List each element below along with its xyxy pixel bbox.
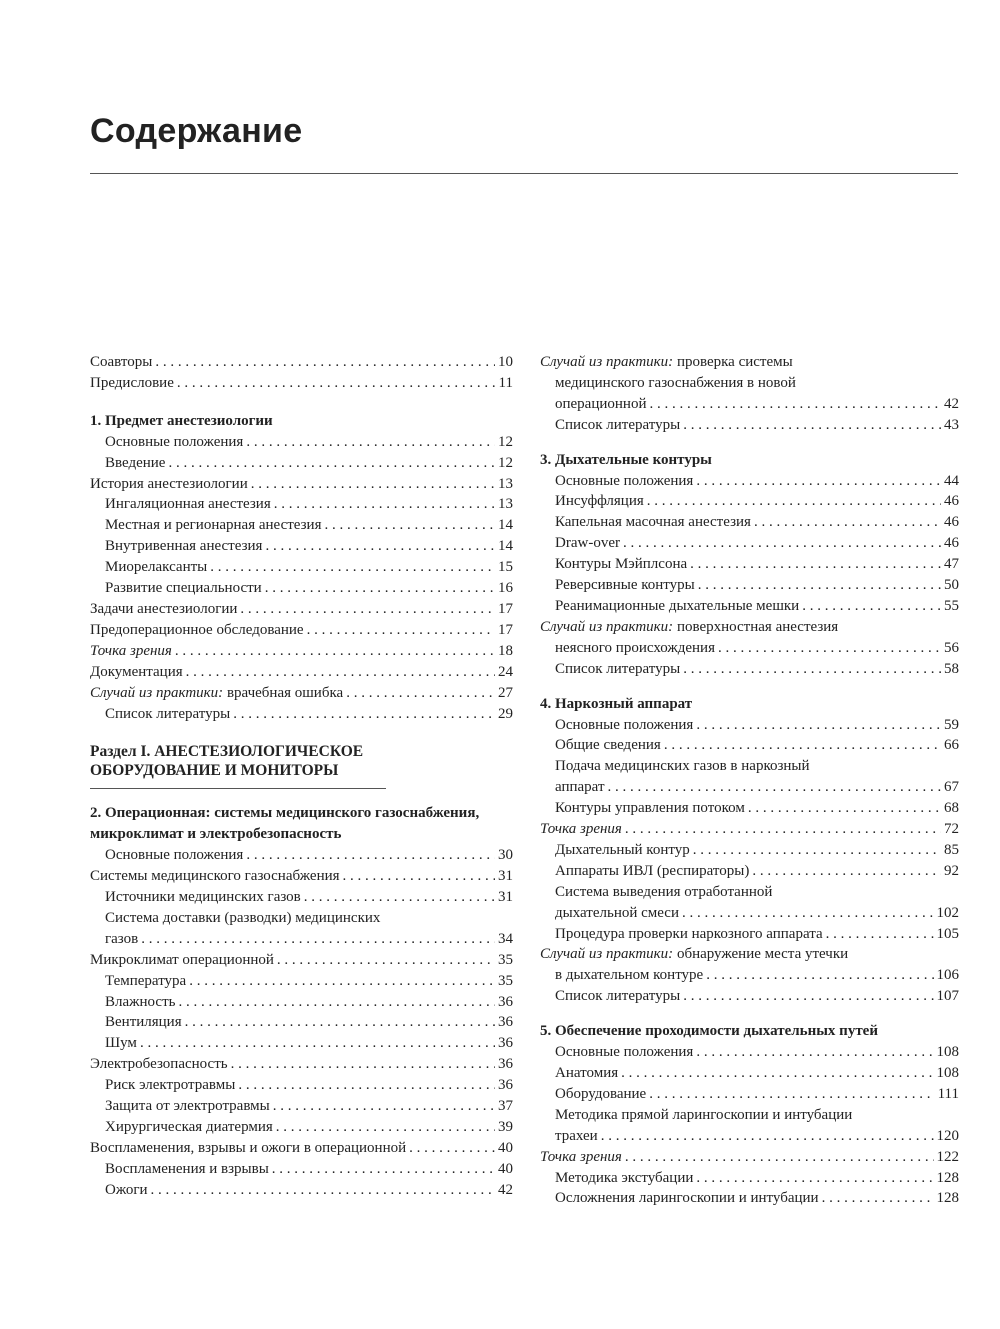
page-number: 55 xyxy=(944,597,959,614)
toc-entry-title: Основные положения xyxy=(555,716,694,733)
dot-leader xyxy=(233,704,495,725)
toc-entry-italic: Точка зрения xyxy=(540,821,622,838)
chapter-heading[interactable]: 4. Наркозный аппарат xyxy=(540,695,693,712)
toc-entry[interactable] xyxy=(540,798,959,819)
toc-entry[interactable] xyxy=(540,533,959,554)
toc-entry-title: трахеи xyxy=(555,1127,598,1144)
page-number: 108 xyxy=(936,1065,959,1081)
page-number: 72 xyxy=(944,821,959,838)
dot-leader xyxy=(231,1054,495,1075)
page-number: 35 xyxy=(498,972,513,989)
toc-entry-title: Система выведения отработанной xyxy=(555,883,773,900)
page-number: 67 xyxy=(944,779,959,796)
toc-entry-title: Ингаляционная анестезия xyxy=(105,496,271,513)
toc-entry[interactable] xyxy=(90,1117,513,1138)
dot-leader xyxy=(210,557,495,578)
dot-leader xyxy=(682,903,934,924)
dot-leader xyxy=(664,735,941,756)
toc-entry[interactable] xyxy=(540,882,959,924)
page-number: 40 xyxy=(498,1160,513,1177)
toc-entry-title: Внутривенная анестезия xyxy=(105,538,263,555)
page-number: 42 xyxy=(944,395,959,412)
toc-entry[interactable] xyxy=(90,494,513,515)
toc-entry[interactable] xyxy=(540,512,959,533)
page-number: 39 xyxy=(498,1119,513,1135)
page-number: 85 xyxy=(944,841,959,858)
toc-entry-title: Риск электротравмы xyxy=(105,1077,236,1094)
toc-entry[interactable] xyxy=(90,704,513,725)
dot-leader xyxy=(273,1096,495,1117)
toc-entry-title: Реанимационные дыхательные мешки xyxy=(555,597,800,614)
toc-entry[interactable] xyxy=(540,596,959,617)
dot-leader xyxy=(186,662,495,683)
toc-entry-title: Случай из практики: обнаружение места утечки xyxy=(540,946,849,963)
toc-entry-title xyxy=(540,819,622,840)
toc-entry-title: Контуры управления потоком xyxy=(555,800,745,817)
dot-leader xyxy=(168,453,495,474)
toc-entry[interactable] xyxy=(90,620,513,641)
page-number: 30 xyxy=(498,847,513,864)
page-number: 36 xyxy=(498,1077,513,1094)
page-number: 102 xyxy=(936,904,959,921)
page-number: 106 xyxy=(936,967,959,984)
toc-entry-title: Вентиляция xyxy=(105,1014,182,1031)
dot-leader xyxy=(696,1168,933,1189)
toc-entry-line xyxy=(540,617,959,638)
toc-entry-italic: Точка зрения xyxy=(90,642,172,659)
toc-entry-title: Документация xyxy=(90,663,183,680)
toc-entry[interactable] xyxy=(90,908,513,950)
page-number: 36 xyxy=(498,1014,513,1031)
page-number: 31 xyxy=(498,868,513,885)
toc-entry[interactable] xyxy=(90,1138,513,1159)
toc-entry-title: Список литературы xyxy=(555,660,681,677)
toc-entry-italic: Случай из практики: xyxy=(540,354,674,370)
dot-leader xyxy=(304,887,495,908)
toc-entry[interactable] xyxy=(540,735,959,756)
page-number: 122 xyxy=(936,1148,959,1165)
dot-leader xyxy=(246,845,495,866)
toc-entry-line xyxy=(540,638,959,659)
toc-entry[interactable] xyxy=(540,575,959,596)
dot-leader xyxy=(151,1180,495,1201)
toc-entry-title: Задачи анестезиологии xyxy=(90,600,238,617)
toc-entry[interactable] xyxy=(90,1033,513,1054)
toc-entry[interactable] xyxy=(90,352,513,373)
dot-leader xyxy=(346,683,495,704)
page-number: 11 xyxy=(498,374,513,391)
dot-leader xyxy=(277,950,495,971)
toc-entry-title: Список литературы xyxy=(105,705,231,722)
toc-entry[interactable] xyxy=(540,1084,959,1105)
dot-leader xyxy=(649,1084,934,1105)
toc-entry[interactable] xyxy=(540,1188,959,1209)
dot-leader xyxy=(189,971,495,992)
dot-leader xyxy=(647,491,941,512)
toc-entry[interactable] xyxy=(90,1054,513,1075)
toc-entry-title: Ожоги xyxy=(105,1181,148,1198)
toc-entry[interactable] xyxy=(540,924,959,945)
page-title: Содержание xyxy=(90,112,303,150)
toc-entry-title: Методика прямой ларингоскопии и интубации xyxy=(555,1106,853,1123)
toc-entry[interactable] xyxy=(540,415,959,436)
toc-entry[interactable] xyxy=(540,756,959,798)
toc-entry-title: Основные положения xyxy=(105,433,244,450)
toc-entry[interactable] xyxy=(540,1042,959,1063)
toc-entry[interactable] xyxy=(540,1147,959,1168)
page-number: 29 xyxy=(498,705,513,722)
page-number: 16 xyxy=(498,580,513,597)
toc-entry[interactable] xyxy=(90,432,513,453)
dot-leader xyxy=(718,638,941,659)
toc-entry-line xyxy=(105,929,513,950)
page-number: 24 xyxy=(498,663,513,680)
dot-leader xyxy=(649,394,941,415)
toc-entry[interactable] xyxy=(90,887,513,908)
dot-leader xyxy=(265,578,495,599)
toc-entry-line xyxy=(555,903,959,924)
toc-entry-title: Шум xyxy=(105,1035,137,1052)
toc-entry-line xyxy=(555,756,959,777)
page-number: 58 xyxy=(944,660,959,677)
toc-entry[interactable] xyxy=(90,1096,513,1117)
page-number: 128 xyxy=(936,1169,959,1186)
toc-left-column xyxy=(90,352,513,1201)
chapter-heading[interactable]: 5. Обеспечение проходимости дыхательных путей xyxy=(540,1023,878,1040)
toc-entry[interactable] xyxy=(90,373,513,394)
toc-entry[interactable] xyxy=(90,971,513,992)
page-number: 27 xyxy=(498,684,513,701)
page-number: 36 xyxy=(498,1035,513,1052)
dot-leader xyxy=(822,1188,934,1209)
toc-entry-title: Случай из практики: врачебная ошибка xyxy=(90,684,344,701)
toc-entry[interactable] xyxy=(540,1168,959,1189)
page-number: 92 xyxy=(944,862,959,879)
toc-entry-line xyxy=(555,777,959,798)
dot-leader xyxy=(748,798,941,819)
page-number: 50 xyxy=(944,577,959,594)
dot-leader xyxy=(185,1012,495,1033)
chapter-heading[interactable]: 2. Операционная: системы медицинского газоснабжения, микроклимат и электробезопасность xyxy=(90,805,480,843)
toc-entry-title: Контуры Мэйплсона xyxy=(555,556,688,573)
toc-entry[interactable] xyxy=(90,578,513,599)
dot-leader xyxy=(608,777,942,798)
toc-entry-title: Основные положения xyxy=(105,847,244,864)
page-number: 40 xyxy=(498,1139,513,1156)
toc-entry-title: Хирургическая диатермия xyxy=(105,1119,273,1135)
toc-entry-line xyxy=(540,394,959,415)
page-number: 107 xyxy=(936,988,959,1005)
dot-leader xyxy=(601,1126,934,1147)
toc-entry[interactable] xyxy=(90,1012,513,1033)
toc-entry-line xyxy=(555,1126,959,1147)
toc-entry-title: Общие сведения xyxy=(555,737,661,754)
page-number: 10 xyxy=(498,354,513,370)
toc-entry-title: Процедура проверки наркозного аппарата xyxy=(555,925,823,942)
toc-entry[interactable] xyxy=(90,641,513,662)
dot-leader xyxy=(324,515,495,536)
toc-entry[interactable] xyxy=(90,536,513,557)
toc-entry[interactable] xyxy=(540,715,959,736)
part-heading[interactable]: Раздел I. АНЕСТЕЗИОЛОГИЧЕСКОЕ ОБОРУДОВАНИЕ И МОНИТОРЫ xyxy=(90,742,386,789)
toc-entry[interactable] xyxy=(90,992,513,1013)
dot-leader xyxy=(238,1075,495,1096)
toc-entry-title: Воспламенения и взрывы xyxy=(105,1160,269,1177)
page-number: 108 xyxy=(936,1044,959,1061)
page-number: 36 xyxy=(498,1056,513,1073)
toc-entry[interactable] xyxy=(540,840,959,861)
dot-leader xyxy=(251,474,495,495)
toc-entry-title: Система доставки (разводки) медицинских xyxy=(105,909,381,926)
toc-entry[interactable] xyxy=(90,683,513,704)
toc-entry-title: Введение xyxy=(105,454,166,471)
dot-leader xyxy=(265,536,495,557)
page-number: 14 xyxy=(498,538,513,555)
dot-leader xyxy=(246,432,495,453)
page-number: 46 xyxy=(944,514,959,531)
dot-leader xyxy=(752,861,941,882)
chapter-heading[interactable]: 3. Дыхательные контуры xyxy=(540,451,712,468)
dot-leader xyxy=(141,929,495,950)
dot-leader xyxy=(307,620,495,641)
page-number: 43 xyxy=(944,416,959,433)
page-number: 18 xyxy=(498,642,513,659)
toc-entry-title: Местная и регионарная анестезия xyxy=(105,517,322,534)
toc-entry-line xyxy=(540,944,959,965)
toc-entry-title: Осложнения ларингоскопии и интубации xyxy=(555,1190,819,1207)
page-number: 47 xyxy=(944,556,959,573)
page-number: 12 xyxy=(498,433,513,450)
toc-entry[interactable] xyxy=(540,352,959,415)
toc-entry-title: Случай из практики: поверхностная анестезия xyxy=(540,618,839,635)
dot-leader xyxy=(409,1138,495,1159)
toc-entry[interactable] xyxy=(540,554,959,575)
toc-entry[interactable] xyxy=(540,944,959,986)
toc-entry-title: Оборудование xyxy=(555,1085,647,1102)
toc-entry-title: Предисловие xyxy=(90,374,174,391)
page-number: 17 xyxy=(498,621,513,638)
page-number: 36 xyxy=(498,993,513,1010)
toc-entry-title: Предоперационное обследование xyxy=(90,621,304,638)
page-number: 42 xyxy=(498,1181,513,1198)
title-divider xyxy=(90,173,958,174)
toc-entry-italic: Точка зрения xyxy=(540,1148,622,1165)
chapter-heading[interactable]: 1. Предмет анестезиологии xyxy=(90,412,273,429)
page-number: 68 xyxy=(944,800,959,817)
toc-entry-title: Воспламенения, взрывы и ожоги в операционной xyxy=(90,1139,407,1156)
dot-leader xyxy=(696,715,941,736)
toc-entry-title: Случай из практики: проверка системы xyxy=(540,354,793,370)
toc-entry-title: Защита от электротравмы xyxy=(105,1098,270,1115)
toc-entry-line xyxy=(540,965,959,986)
dot-leader xyxy=(343,866,495,887)
toc-entry[interactable] xyxy=(90,453,513,474)
dot-leader xyxy=(754,512,941,533)
toc-entry[interactable] xyxy=(90,1075,513,1096)
page-number: 12 xyxy=(498,454,513,471)
dot-leader xyxy=(276,1117,495,1138)
page-number: 34 xyxy=(498,930,513,947)
toc-entry[interactable] xyxy=(90,845,513,866)
toc-entry-title: Список литературы xyxy=(555,988,681,1005)
page-number: 37 xyxy=(498,1098,513,1115)
dot-leader xyxy=(683,659,941,680)
toc-entry-title: Электробезопасность xyxy=(90,1056,228,1073)
dot-leader xyxy=(621,1063,933,1084)
toc-entry-line xyxy=(555,882,959,903)
toc-entry[interactable] xyxy=(90,557,513,578)
toc-entry-title: дыхательной смеси xyxy=(555,904,679,921)
dot-leader xyxy=(140,1033,495,1054)
toc-entry-italic: Случай из практики: xyxy=(540,946,674,963)
toc-entry-title: Соавторы xyxy=(90,354,153,370)
dot-leader xyxy=(683,986,933,1007)
toc-entry-title xyxy=(540,1147,622,1168)
page-number: 66 xyxy=(944,737,959,754)
toc-entry[interactable] xyxy=(90,866,513,887)
dot-leader xyxy=(683,415,941,436)
page-number: 111 xyxy=(937,1085,959,1102)
toc-right-column xyxy=(540,352,959,1209)
page-number: 46 xyxy=(944,493,959,510)
toc-entry-title: Микроклимат операционной xyxy=(90,951,274,968)
toc-entry[interactable] xyxy=(90,474,513,495)
toc-entry-title: Список литературы xyxy=(555,416,681,433)
toc-entry-title: Дыхательный контур xyxy=(555,841,690,858)
toc-entry-title: Аппараты ИВЛ (респираторы) xyxy=(555,862,750,879)
toc-entry-title: Капельная масочная анестезия xyxy=(555,514,751,531)
page-number: 59 xyxy=(944,716,959,733)
toc-entry-title: Основные положения xyxy=(555,1044,694,1061)
toc-entry[interactable] xyxy=(90,599,513,620)
page-number: 35 xyxy=(498,951,513,968)
dot-leader xyxy=(693,840,941,861)
page-number: 13 xyxy=(498,496,513,513)
dot-leader xyxy=(623,533,941,554)
toc-entry[interactable] xyxy=(90,1180,513,1201)
dot-leader xyxy=(698,575,941,596)
toc-entry-title: Температура xyxy=(105,972,187,989)
toc-entry[interactable] xyxy=(540,1063,959,1084)
dot-leader xyxy=(178,992,495,1013)
toc-entry-title: Системы медицинского газоснабжения xyxy=(90,868,340,885)
page-number: 105 xyxy=(936,925,959,942)
toc-entry-line: медицинского газоснабжения в новой xyxy=(555,374,796,391)
dot-leader xyxy=(272,1159,495,1180)
toc-entry-title: Методика экстубации xyxy=(555,1169,694,1186)
toc-entry-title xyxy=(90,641,172,662)
toc-entry-title: Анатомия xyxy=(555,1065,619,1081)
dot-leader xyxy=(155,352,495,373)
toc-entry-title: История анестезиологии xyxy=(90,475,248,492)
toc-entry[interactable] xyxy=(540,861,959,882)
dot-leader xyxy=(625,819,941,840)
toc-entry-title: Источники медицинских газов xyxy=(105,889,301,906)
toc-entry-title: Основные положения xyxy=(555,472,694,489)
toc-entry-title: Подача медицинских газов в наркозный xyxy=(555,758,810,775)
toc-entry-title: в дыхательном контуре xyxy=(555,967,704,984)
toc-entry[interactable] xyxy=(540,471,959,492)
page-number: 46 xyxy=(944,535,959,552)
dot-leader xyxy=(690,554,941,575)
dot-leader xyxy=(696,471,941,492)
dot-leader xyxy=(175,641,495,662)
toc-entry-title: Draw-over xyxy=(555,535,620,552)
toc-entry[interactable] xyxy=(540,659,959,680)
toc-entry-title: газов xyxy=(105,930,139,947)
toc-entry[interactable] xyxy=(90,662,513,683)
toc-entry-title: операционной xyxy=(555,395,647,412)
page-number: 13 xyxy=(498,475,513,492)
page-number: 15 xyxy=(498,559,513,576)
toc-entry-title: Миорелаксанты xyxy=(105,559,208,576)
dot-leader xyxy=(802,596,941,617)
page-number: 44 xyxy=(944,472,959,489)
page-number: 120 xyxy=(936,1127,959,1144)
toc-entry-italic: Случай из практики: xyxy=(540,618,674,635)
toc-entry[interactable] xyxy=(90,1159,513,1180)
dot-leader xyxy=(625,1147,934,1168)
dot-leader xyxy=(177,373,496,394)
toc-entry[interactable] xyxy=(90,950,513,971)
toc-entry-title: неясного происхождения xyxy=(555,639,715,656)
page-number: 56 xyxy=(944,639,959,656)
page-number: 31 xyxy=(498,889,513,906)
toc-entry-italic: Случай из практики: xyxy=(90,684,224,701)
toc-entry-line xyxy=(105,908,513,929)
page-number: 128 xyxy=(936,1190,959,1207)
toc-entry-title: Развитие специальности xyxy=(105,580,262,597)
page-number: 17 xyxy=(498,600,513,617)
toc-entry[interactable] xyxy=(540,491,959,512)
dot-leader xyxy=(706,965,933,986)
dot-leader xyxy=(274,494,495,515)
toc-entry[interactable] xyxy=(540,1105,959,1147)
toc-entry-title: аппарат xyxy=(555,779,605,796)
toc-entry-title: Инсуффляция xyxy=(555,493,644,510)
toc-entry[interactable] xyxy=(90,515,513,536)
toc-entry[interactable] xyxy=(540,986,959,1007)
toc-entry[interactable] xyxy=(540,617,959,659)
toc-entry-line xyxy=(540,352,959,373)
dot-leader xyxy=(696,1042,933,1063)
toc-entry-line xyxy=(555,1105,959,1126)
toc-entry[interactable] xyxy=(540,819,959,840)
page-number: 14 xyxy=(498,517,513,534)
toc-entry-title: Влажность xyxy=(105,993,176,1010)
toc-entry-title: Реверсивные контуры xyxy=(555,577,695,594)
dot-leader xyxy=(240,599,495,620)
dot-leader xyxy=(826,924,934,945)
